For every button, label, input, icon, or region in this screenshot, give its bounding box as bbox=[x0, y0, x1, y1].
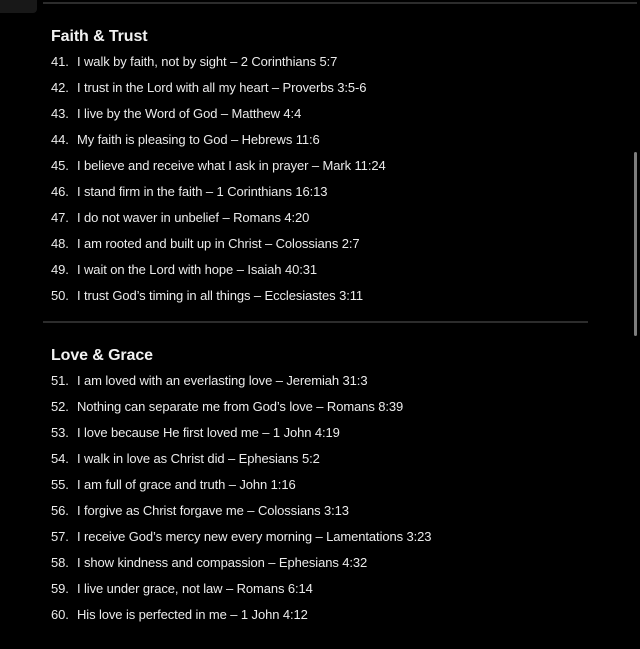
item-text: I walk in love as Christ did – Ephesians 5:2 bbox=[77, 450, 320, 466]
item-number: 44. bbox=[51, 132, 69, 147]
list-item bbox=[51, 372, 591, 390]
item-number: 43. bbox=[51, 106, 69, 121]
section-heading: Love & Grace bbox=[51, 346, 153, 364]
list-item bbox=[51, 528, 591, 546]
item-number: 53. bbox=[51, 424, 69, 440]
list-item bbox=[51, 131, 591, 149]
list-item bbox=[51, 105, 591, 123]
list-item bbox=[51, 157, 591, 175]
item-number: 46. bbox=[51, 184, 69, 199]
list-item bbox=[51, 606, 591, 624]
item-number: 50. bbox=[51, 288, 69, 303]
numbered-list bbox=[51, 53, 591, 305]
list-item bbox=[51, 79, 591, 97]
item-number: 55. bbox=[51, 476, 69, 492]
section-divider bbox=[43, 321, 588, 323]
item-text: I am rooted and built up in Christ – Colossians 2:7 bbox=[77, 236, 360, 251]
item-number: 42. bbox=[51, 80, 69, 95]
item-number: 47. bbox=[51, 210, 69, 225]
section-heading: Faith & Trust bbox=[51, 28, 148, 45]
item-number: 49. bbox=[51, 262, 69, 277]
item-text: I forgive as Christ forgave me – Colossians 3:13 bbox=[77, 502, 349, 518]
item-text: I am loved with an everlasting love – Jeremiah 31:3 bbox=[77, 372, 368, 388]
item-text: I trust in the Lord with all my heart – Proverbs 3:5-6 bbox=[77, 80, 367, 95]
item-text: I am full of grace and truth – John 1:16 bbox=[77, 476, 296, 492]
item-number: 60. bbox=[51, 606, 69, 622]
list-item bbox=[51, 287, 591, 305]
list-item bbox=[51, 450, 591, 468]
list-item bbox=[51, 209, 591, 227]
item-number: 54. bbox=[51, 450, 69, 466]
item-text: I stand firm in the faith – 1 Corinthians 16:13 bbox=[77, 184, 328, 199]
item-number: 59. bbox=[51, 580, 69, 596]
list-item bbox=[51, 53, 591, 71]
item-number: 45. bbox=[51, 158, 69, 173]
item-text: I live by the Word of God – Matthew 4:4 bbox=[77, 106, 302, 121]
list-item bbox=[51, 183, 591, 201]
item-number: 48. bbox=[51, 236, 69, 251]
list-item bbox=[51, 580, 591, 598]
item-number: 52. bbox=[51, 398, 69, 414]
item-text: I receive God’s mercy new every morning – Lamentations 3:23 bbox=[77, 528, 432, 544]
list-item bbox=[51, 424, 591, 442]
list-item bbox=[51, 476, 591, 494]
top-divider bbox=[43, 2, 637, 4]
header-edge-remnant bbox=[0, 0, 37, 13]
item-text: His love is perfected in me – 1 John 4:12 bbox=[77, 606, 308, 622]
item-number: 58. bbox=[51, 554, 69, 570]
message-content bbox=[51, 27, 591, 632]
item-number: 41. bbox=[51, 54, 69, 69]
item-text: Nothing can separate me from God’s love – Romans 8:39 bbox=[77, 398, 404, 414]
item-text: I show kindness and compassion – Ephesians 4:32 bbox=[77, 554, 368, 570]
item-text: I trust God’s timing in all things – Ecclesiastes 3:11 bbox=[77, 288, 364, 303]
list-item bbox=[51, 261, 591, 279]
item-number: 56. bbox=[51, 502, 69, 518]
item-number: 57. bbox=[51, 528, 69, 544]
list-item bbox=[51, 398, 591, 416]
list-item bbox=[51, 235, 591, 253]
item-text: I do not waver in unbelief – Romans 4:20 bbox=[77, 210, 310, 225]
item-number: 51. bbox=[51, 372, 69, 388]
item-text: My faith is pleasing to God – Hebrews 11:6 bbox=[77, 132, 320, 147]
list-item bbox=[51, 502, 591, 520]
item-text: I believe and receive what I ask in prayer – Mark 11:24 bbox=[77, 158, 386, 173]
item-text: I live under grace, not law – Romans 6:14 bbox=[77, 580, 313, 596]
item-text: I walk by faith, not by sight – 2 Corinthians 5:7 bbox=[77, 54, 338, 69]
list-item bbox=[51, 554, 591, 572]
numbered-list bbox=[51, 372, 591, 624]
scrollbar-thumb[interactable] bbox=[634, 152, 637, 336]
item-text: I wait on the Lord with hope – Isaiah 40:31 bbox=[77, 262, 317, 277]
item-text: I love because He first loved me – 1 John 4:19 bbox=[77, 424, 340, 440]
